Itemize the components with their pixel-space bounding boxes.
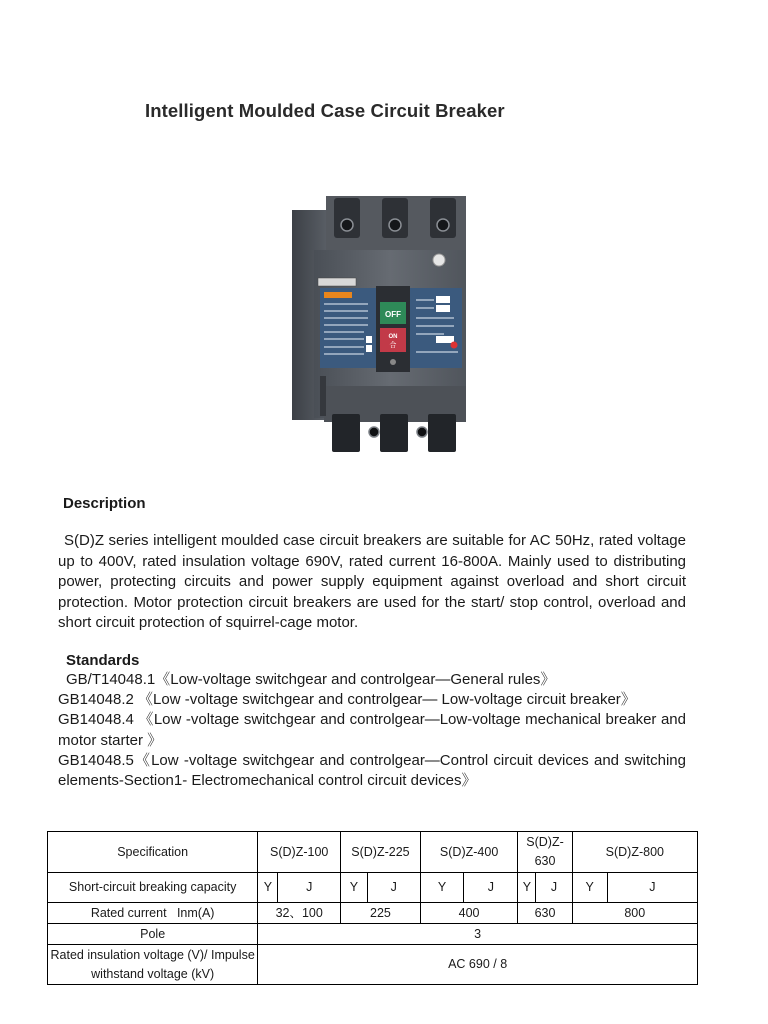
code-cell: J (464, 873, 518, 903)
standard-item: GB/T14048.1《Low-voltage switchgear and controlgear—General rules》 (66, 671, 556, 688)
spec-label-cell: Specification (48, 832, 258, 873)
code-cell: J (607, 873, 697, 903)
pole-value-cell: 3 (258, 924, 698, 945)
table-row (48, 832, 698, 873)
table-row (48, 945, 698, 985)
model-cell: S(D)Z-800 (572, 832, 697, 873)
insulation-value-cell: AC 690 / 8 (258, 945, 698, 985)
standard-item: GB14048.2 《Low -voltage switchgear and controlgear— Low-voltage circuit breaker》 (58, 691, 636, 709)
code-cell: Y (341, 873, 368, 903)
on-button-label: ON (388, 334, 398, 340)
spec-table (47, 831, 698, 985)
code-cell: Y (518, 873, 536, 903)
model-cell: S(D)Z-100 (258, 832, 341, 873)
page-title: Intelligent Moulded Case Circuit Breaker (145, 100, 505, 121)
table-row (48, 873, 698, 903)
indicator-light (451, 342, 458, 349)
code-cell: Y (420, 873, 464, 903)
pole-label-cell: Pole (48, 924, 258, 945)
standards-list (58, 670, 686, 791)
standard-item: GB14048.5《Low -voltage switchgear and controlgear—Control circuit devices and switching elements-Section1- Electromechanical control circuit devices》 (58, 751, 686, 790)
off-button-label: OFF (385, 310, 401, 319)
value-cell: 225 (341, 903, 421, 924)
code-cell: J (278, 873, 341, 903)
table-row (48, 903, 698, 924)
breaking-label-cell: Short-circuit breaking capacity (48, 873, 258, 903)
code-cell: Y (572, 873, 607, 903)
code-cell: J (536, 873, 572, 903)
value-cell: 630 (518, 903, 572, 924)
model-cell: S(D)Z-630 (518, 832, 572, 873)
rated-current-label-cell: Rated current Inm(A) (48, 903, 258, 924)
value-cell: 400 (420, 903, 518, 924)
value-cell: 800 (572, 903, 697, 924)
description-heading: Description (63, 495, 146, 512)
standards-heading: Standards (66, 652, 140, 669)
value-cell: 32、100 (258, 903, 341, 924)
model-cell: S(D)Z-225 (341, 832, 421, 873)
code-cell: J (367, 873, 420, 903)
insulation-label-cell: Rated insulation voltage (V)/ Impulse withstand voltage (kV) (48, 945, 258, 985)
circuit-breaker-image (284, 190, 474, 460)
on-button-char: 合 (389, 341, 397, 349)
table-row (48, 924, 698, 945)
standard-item: GB14048.4 《Low -voltage switchgear and controlgear—Low-voltage mechanical breaker and motor starter 》 (58, 711, 686, 749)
code-cell: Y (258, 873, 278, 903)
screw-icon (433, 254, 445, 266)
model-cell: S(D)Z-400 (420, 832, 518, 873)
description-text: S(D)Z series intelligent moulded case circuit breakers are suitable for AC 50Hz, rated voltage up to 400V, rated insulation voltage 690V, rated current 16-800A. Mainly used to distributing power, protecting circuits and power supply equipment against overload and short circuit protection. Motor protection circuit breakers are used for the start/ stop control, overload and short circuit protection of squirrel-cage motor. (58, 532, 686, 631)
